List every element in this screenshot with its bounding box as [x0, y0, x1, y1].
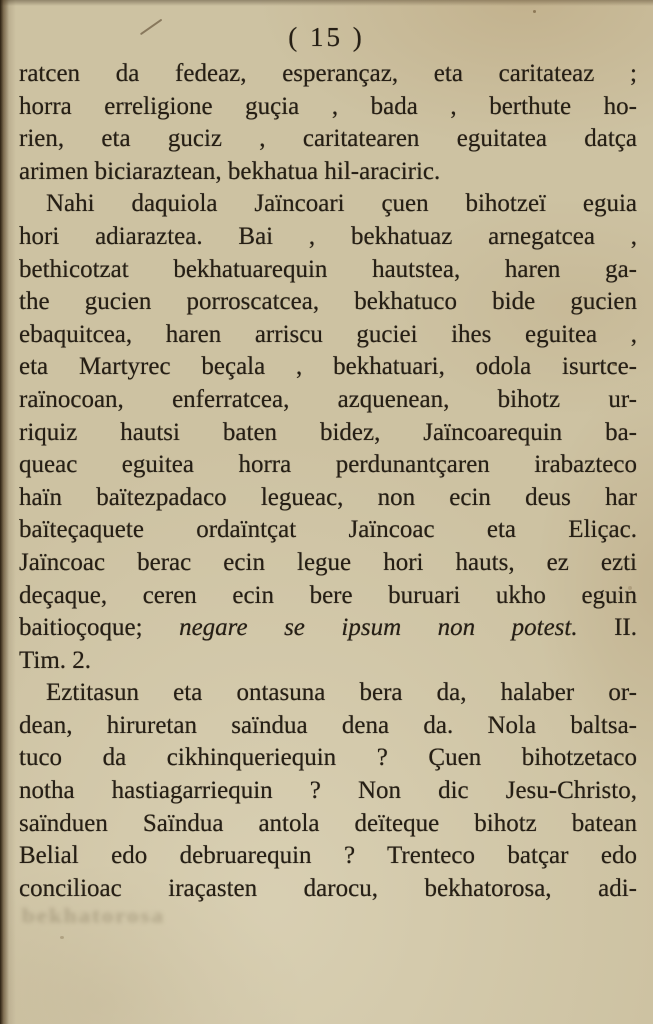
page-number: ( 15 ): [288, 22, 365, 52]
text-line: haïn baïtezpadaco legueac, non ecin deus har: [19, 483, 637, 511]
ink-bleedthrough-smudge: bekhatorosa: [22, 904, 165, 927]
text-line: bethicotzat bekhatuarequin hautstea, haren ga-: [19, 255, 637, 283]
paragraph: [19, 188, 637, 677]
paragraph: [19, 677, 637, 905]
text-line: ebaquitcea, haren arriscu guciei ihes eguitea ,: [19, 320, 637, 348]
text-line: saïnduen Saïndua antola deïteque bihotz batean: [19, 809, 637, 837]
text-line: eta Martyrec beçala , bekhatuari, odola isurtce-: [19, 353, 637, 381]
text-line: rien, eta guciz , caritatearen eguitatea datça: [19, 125, 637, 153]
paragraph: [19, 58, 637, 188]
text-segment: baitioçoque;: [19, 614, 180, 642]
text-line: dean, hiruretan saïndua dena da. Nola baltsa-: [19, 711, 637, 739]
text-line: raïnocoan, enferratcea, azquenean, bihotz ur-: [19, 385, 637, 413]
text-line: Eztitasun eta ontasuna bera da, halaber or-: [46, 679, 637, 707]
text-line: horra erreligione guçia , bada , berthute ho-: [19, 92, 637, 120]
text-line: the gucien porroscatcea, bekhatuco bide gucien: [19, 288, 637, 316]
text-line: ratcen da fedeaz, esperançaz, eta caritateaz ;: [19, 60, 637, 87]
text-line: Belial edo debruarequin ? Trenteco batçar edo: [19, 842, 637, 870]
text-line: notha hastiagarriequin ? Non dic Jesu-Christo,: [19, 777, 637, 805]
text-line: riquiz hautsi baten bidez, Jaïncoarequin ba-: [19, 418, 637, 446]
text-block: [19, 58, 637, 905]
text-line: deçaque, ceren ecin bere buruari ukho eguin: [19, 581, 637, 609]
binding-edge-shadow: [0, 0, 9, 1024]
latin-quote-italic: negare se ipsum non potest.: [179, 614, 578, 642]
text-line: hori adiaraztea. Bai , bekhatuaz arnegatcea ,: [19, 222, 637, 250]
text-line: arimen biciaraztean, bekhatua hil-araciric.: [19, 157, 441, 185]
paper-speck: [60, 936, 64, 939]
text-line: baïteçaquete ordaïntçat Jaïncoac eta Eliçac.: [19, 516, 637, 544]
text-line: Nahi daquiola Jaïncoari çuen bihotzeï eguia: [46, 190, 637, 218]
text-line-with-latin-quote: [19, 612, 637, 645]
text-line: Jaïncoac berac ecin legue hori hauts, ez ezti: [19, 548, 637, 576]
text-line-citation: Tim. 2.: [19, 646, 92, 674]
text-segment: II.: [577, 614, 637, 642]
text-line: queac eguitea horra perdunantçaren irabazteco: [19, 451, 637, 479]
text-line: tuco da cikhinqueriequin ? Çuen bihotzetaco: [19, 744, 637, 772]
text-line: concilioac iraçasten darocu, bekhatorosa, adi-: [19, 874, 637, 902]
paper-speck: [533, 10, 536, 13]
